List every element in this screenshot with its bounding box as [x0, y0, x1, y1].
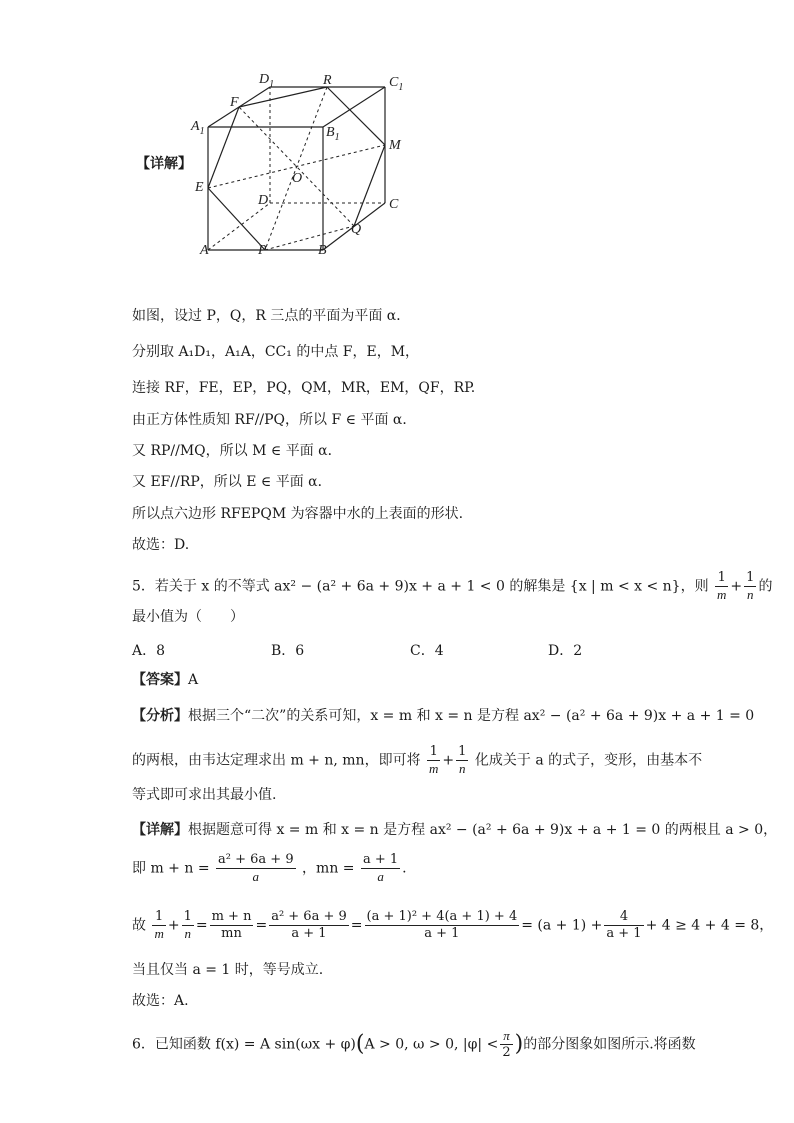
solution-line-8: 故选：D.	[132, 537, 190, 553]
cube-figure	[190, 70, 420, 265]
q5-analysis-frac-n: $\frac{1}{n}$	[458, 744, 467, 776]
label-p: P	[258, 243, 267, 258]
solution-line-5: 又 RP//MQ，所以 M ∈ 平面 α．	[132, 443, 342, 459]
seg-fe	[208, 107, 239, 188]
q5-detail-line-3: 故 $\frac{1}{m}$ + $\frac{1}{n}$ = $\frac{m + n}{mn}$ = $\frac{\text{a² + 6a + 9}}{a + 1}$ = $\frac{\text{(a + 1)² + 4(a + 1) + 4}}{a + 1}$ = (a + 1) + $\frac{4}{a + 1}$ + 4 ≥ 4 + 4 = 8，	[132, 909, 774, 941]
q5-option-c[interactable]: C．4	[410, 643, 444, 659]
q5-option-b[interactable]: B．6	[271, 643, 305, 659]
seg-rf	[239, 87, 327, 107]
q5-option-a[interactable]: A．8	[132, 643, 166, 659]
label-a: A	[200, 243, 209, 258]
q5-analysis-frac-m: $\frac{1}{m}$	[429, 744, 439, 776]
q5-detail-line-2: 即 m + n = $\frac{\text{a² + 6a + 9}}{a}$ ，mn = $\frac{a + 1}{a}$ .	[132, 852, 407, 884]
label-q: Q	[351, 222, 362, 237]
q5-answer: 【答案】A	[132, 672, 199, 688]
q5-stem-line-1: 5．若关于 x 的不等式 ax² − (a² + 6a + 9)x + a + 1 < 0 的解集是 {x | m < x < n}，则 $\frac{1}{m}$ + $\frac{1}{n}$ 的	[132, 570, 773, 602]
q5-frac-1-over-n: $\frac{1}{n}$	[746, 570, 755, 602]
label-f: F	[230, 95, 239, 110]
q6-stem: 6．已知函数 f(x) = A sin(ωx + φ)(A > 0, ω > 0, |φ| < $\frac{\pi}{2}$ )的部分图象如图所示.将函数	[132, 1028, 696, 1060]
q5-detail-frac-sum: $\frac{\text{a² + 6a + 9}}{a}$	[218, 852, 294, 884]
q5-frac-1-over-m: $\frac{1}{m}$	[717, 570, 727, 602]
q5-detail3-frac-sum-prod: $\frac{m + n}{mn}$	[211, 909, 252, 941]
figure-detail-tag: 【详解】	[136, 156, 192, 172]
solution-line-3: 连接 RF，FE，EP，PQ，QM，MR，EM，QF，RP.	[132, 380, 476, 396]
seg-ep	[208, 188, 265, 250]
q5-detail-line-1: 【详解】根据题意可得 x = m 和 x = n 是方程 ax² − (a² + 6a + 9)x + a + 1 = 0 的两根且 a > 0，	[132, 822, 778, 838]
label-b: B	[318, 243, 327, 258]
q5-detail-line-4: 当且仅当 a = 1 时，等号成立.	[132, 962, 324, 978]
q5-detail-line-5: 故选：A.	[132, 993, 189, 1009]
solution-line-4: 由正方体性质知 RF//PQ，所以 F ∈ 平面 α．	[132, 412, 417, 428]
seg-qm	[354, 145, 385, 226]
label-d: D	[258, 193, 269, 208]
q5-analysis-line-2: 的两根，由韦达定理求出 m + n, mn，即可将 $\frac{1}{m}$ + $\frac{1}{n}$ 化成关于 a 的式子，变形，由基本不	[132, 744, 703, 776]
seg-pq	[265, 226, 354, 250]
q5-detail3-frac-expanded: $\frac{\text{(a + 1)² + 4(a + 1) + 4}}{a + 1}$	[366, 909, 518, 941]
solution-line-2: 分别取 A₁D₁，A₁A，CC₁ 的中点 F，E，M，	[132, 344, 420, 360]
label-d1: $D_1$	[259, 72, 275, 90]
seg-rp	[265, 87, 327, 250]
label-o: O	[292, 171, 303, 186]
q5-stem-line-2: 最小值为（ ）	[132, 609, 244, 625]
q5-detail3-frac-1n: $\frac{1}{n}$	[183, 909, 192, 941]
label-e: E	[195, 180, 204, 195]
q5-analysis-line-3: 等式即可求出其最小值.	[132, 787, 277, 803]
solution-line-6: 又 EF//RP，所以 E ∈ 平面 α．	[132, 474, 332, 490]
label-a1: $A_1$	[191, 119, 205, 137]
q5-detail3-frac-1m: $\frac{1}{m}$	[154, 909, 164, 941]
label-m: M	[389, 138, 401, 153]
q5-detail-frac-product: $\frac{a + 1}{a}$	[362, 852, 399, 884]
label-c: C	[389, 197, 399, 212]
label-b1: $B_1$	[326, 125, 340, 143]
q5-option-d[interactable]: D．2	[548, 643, 583, 659]
q5-detail3-frac-four: $\frac{4}{a + 1}$	[606, 909, 642, 941]
q6-frac-pi-over-2: $\frac{\pi}{2}$	[502, 1028, 511, 1060]
label-r: R	[323, 73, 332, 88]
solution-line-1: 如图，设过 P，Q，R 三点的平面为平面 α．	[132, 308, 411, 324]
solution-line-7: 所以点六边形 RFEPQM 为容器中水的上表面的形状.	[132, 506, 464, 522]
q5-detail3-frac-quad: $\frac{\text{a² + 6a + 9}}{a + 1}$	[271, 909, 347, 941]
label-c1: $C_1$	[389, 75, 404, 93]
q5-analysis-line-1: 【分析】根据三个“二次”的关系可知，x = m 和 x = n 是方程 ax² − (a² + 6a + 9)x + a + 1 = 0	[132, 708, 755, 724]
